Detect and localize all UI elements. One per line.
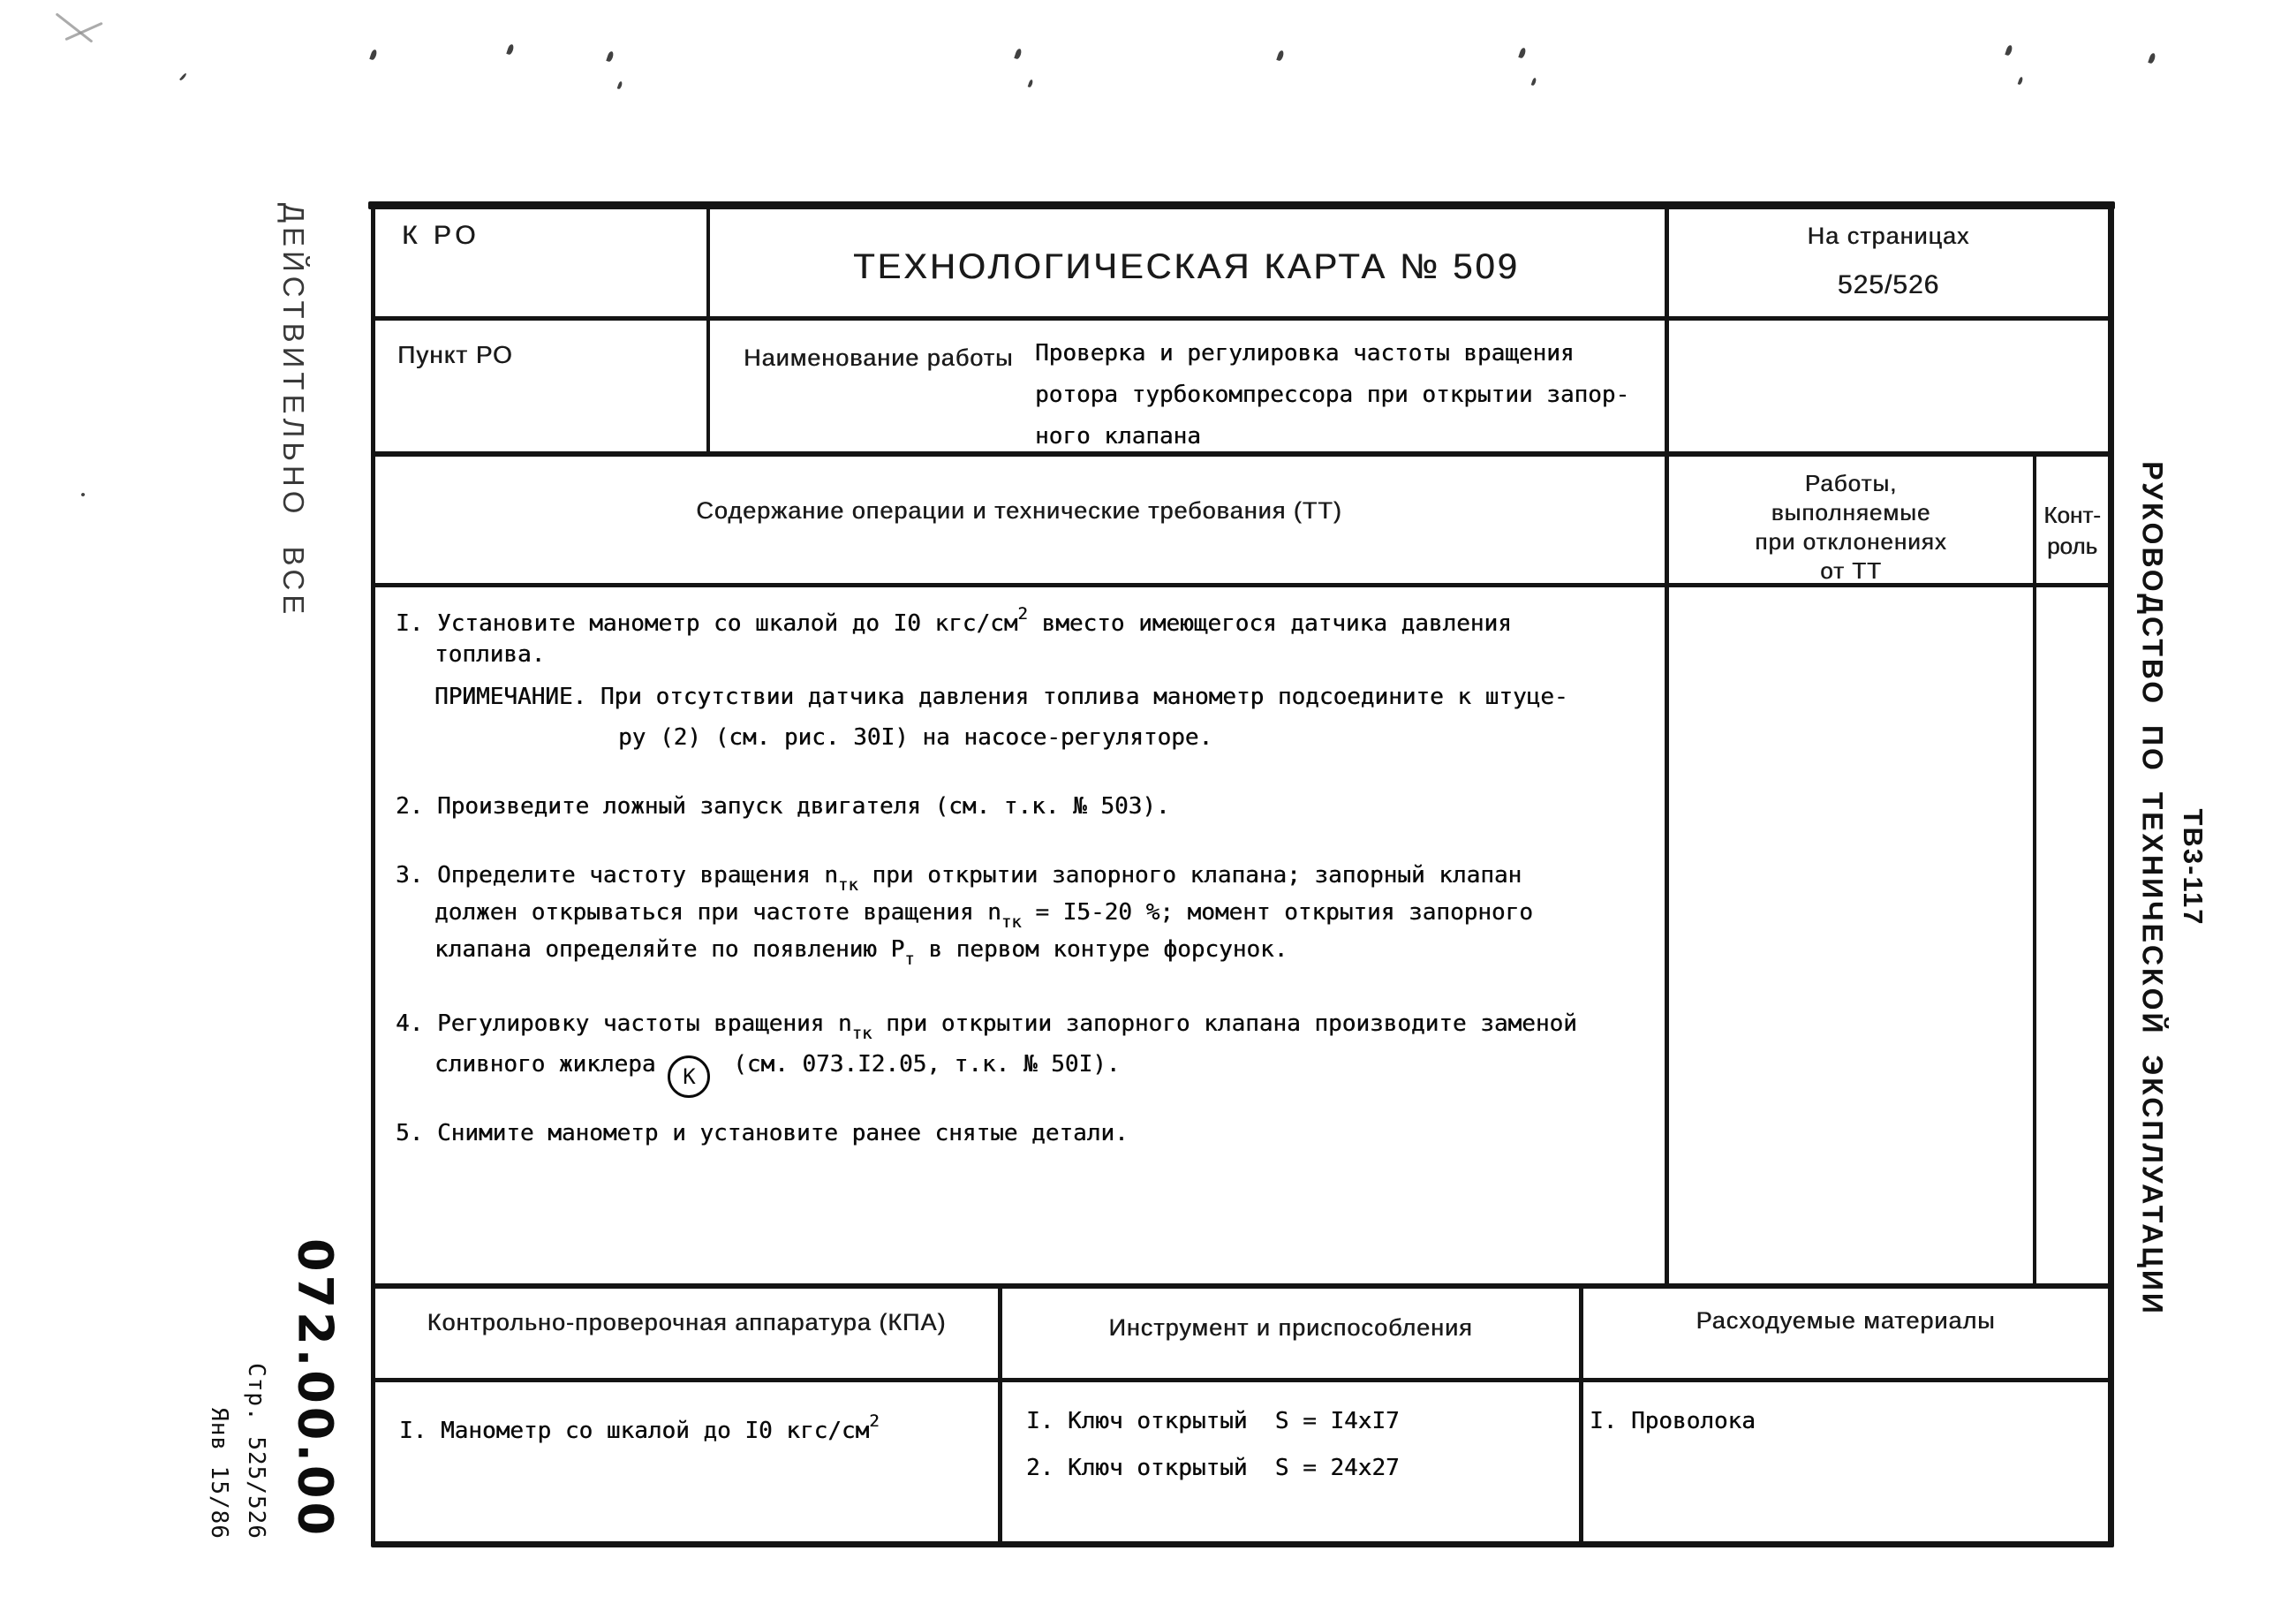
scan-speck bbox=[1531, 78, 1537, 87]
operation-line: клапана определяйте по появлению $Р_т$ в первом контуре форсунок. bbox=[434, 936, 1288, 969]
table-col-divider-main bbox=[1665, 205, 1669, 1285]
operation-line: топлива. bbox=[434, 641, 546, 668]
materials-header: Расходуемые материалы bbox=[1696, 1307, 1996, 1334]
pages-label: На страницах bbox=[1807, 223, 1970, 249]
table-border-top bbox=[368, 201, 2115, 209]
scan-speck bbox=[617, 81, 623, 90]
work-name-line: Проверка и регулировка частоты вращения bbox=[1035, 340, 1575, 367]
scan-speck bbox=[2005, 44, 2013, 56]
scan-speck bbox=[1518, 47, 1526, 58]
tools-header: Инструмент и приспособления bbox=[1108, 1314, 1473, 1341]
card-title: ТЕХНОЛОГИЧЕСКАЯ КАРТА № 509 bbox=[853, 247, 1520, 286]
tool-item: 2. Ключ открытый S = 24х27 bbox=[1026, 1455, 1400, 1481]
doc-code: 072.00.00 bbox=[287, 1237, 344, 1540]
table-border-left bbox=[371, 201, 375, 1547]
scan-speck bbox=[1028, 79, 1034, 88]
deviations-column-header-line: Работы, bbox=[1804, 470, 1898, 496]
table-border-bottom bbox=[372, 1541, 2111, 1547]
operations-column-header: Содержание операции и технические требования (ТТ) bbox=[696, 497, 1342, 524]
manual-title-vertical: РУКОВОДСТВО ПО ТЕХНИЧЕСКОЙ ЭКСПЛУАТАЦИИ bbox=[2136, 461, 2169, 1316]
material-item: I. Проволока bbox=[1590, 1408, 1756, 1434]
scan-speck bbox=[80, 492, 85, 496]
engine-code-vertical: ТВ3-117 bbox=[2178, 808, 2209, 927]
scan-speck bbox=[606, 50, 614, 62]
operation-line: 5. Снимите манометр и установите ранее снятые детали. bbox=[396, 1120, 1129, 1146]
scan-speck bbox=[369, 49, 377, 60]
deviations-column-header-line: выполняемые bbox=[1771, 499, 1931, 526]
work-name-line: ротора турбокомпрессора при открытии запор- bbox=[1035, 382, 1630, 408]
work-name-label: Наименование работы bbox=[744, 344, 1014, 371]
control-column-header-line: роль bbox=[2046, 533, 2098, 559]
validity-stamp: ДЕЙСТВИТЕЛЬНО ВСЕ bbox=[277, 202, 310, 619]
work-name-line: ного клапана bbox=[1035, 423, 1201, 450]
control-column-header-line: Конт- bbox=[2043, 502, 2101, 528]
table-row-divider-5 bbox=[372, 1378, 2111, 1382]
scan-speck bbox=[506, 43, 514, 55]
scan-speck bbox=[2018, 77, 2024, 86]
table-row-divider-1 bbox=[372, 316, 2111, 321]
table-border-right bbox=[2108, 201, 2114, 1547]
page-ref: Стр. 525/526 bbox=[243, 1363, 269, 1540]
scan-speck bbox=[1276, 49, 1284, 61]
operation-line: должен открываться при частоте вращения $n_{тк} = I5-20$ %; момент открытия запорного bbox=[434, 899, 1533, 932]
operation-line: 2. Произведите ложный запуск двигателя (см. т.к. № 503). bbox=[396, 793, 1170, 820]
table-col-divider-control bbox=[2033, 453, 2036, 1285]
scan-speck bbox=[2148, 52, 2156, 64]
table-row-divider-2 bbox=[372, 451, 2111, 457]
table-col-divider-ro bbox=[706, 205, 710, 454]
issue-date-ref: Янв 15/86 bbox=[206, 1407, 232, 1540]
scan-speck bbox=[179, 72, 187, 81]
operation-note-line: ПРИМЕЧАНИЕ. При отсутствии датчика давления топлива манометр подсоедините к штуце- bbox=[434, 684, 1568, 710]
operation-line: 3. Определите частоту вращения $n_{тк}$ при открытии запорного клапана; запорный клапан bbox=[396, 862, 1522, 895]
pages-value: 525/526 bbox=[1837, 270, 1940, 299]
operation-line: 4. Регулировку частоты вращения $n_{тк}$ при открытии запорного клапана производите заменой bbox=[396, 1010, 1577, 1043]
k-ro-label: К РО bbox=[402, 221, 480, 250]
deviations-column-header-line: при отклонениях bbox=[1755, 528, 1947, 555]
tool-item: I. Ключ открытый S = I4хI7 bbox=[1026, 1408, 1400, 1434]
operation-line: I. Установите манометр со шкалой до I0 кгс/$см^2$ вместо имеющегося датчика давления bbox=[396, 604, 1512, 637]
deviations-column-header-line: от ТТ bbox=[1820, 557, 1882, 584]
operation-line: сливного жиклера К (см. 073.I2.05, т.к. № 50I). bbox=[434, 1049, 1120, 1098]
punkt-ro-label: Пункт РО bbox=[397, 341, 513, 368]
kpa-item: I. Манометр со шкалой до I0 кгс/$см^2$ bbox=[399, 1411, 880, 1444]
operation-note-line: ру (2) (см. рис. 30I) на насосе-регуляторе. bbox=[618, 724, 1213, 751]
table-row-divider-4 bbox=[372, 1283, 2111, 1289]
scan-speck bbox=[1014, 48, 1022, 59]
kpa-header: Контрольно-проверочная аппаратура (КПА) bbox=[427, 1309, 947, 1335]
